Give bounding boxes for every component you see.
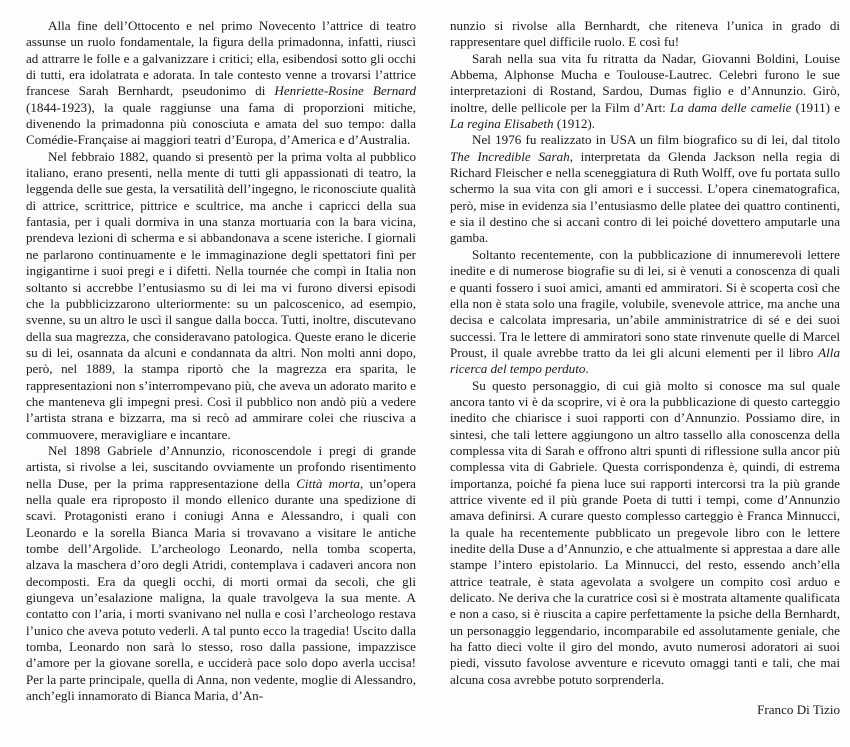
- paragraph: [450, 378, 840, 689]
- text-run: Nel febbraio 1882, quando si presentò per la prima volta al pubblico italiano, erano presenti, nella mente di tutti gli appassionati di teatro, la leggenda delle sue gesta, la versatilità dell’ingegno, le riconosciute qualità di attrice, scrittrice, pittrice e scultrice, ma anche i capricci della sua fantasia, per i quali dormiva in una stanza mortuaria con la bara vicina, prendeva lezioni di scherma e si abbandonava a scene isteriche. I giornali ne parlarono continuamente e le immaginazione degli spettatori finì per ingigantirne i suoi pregi e i difetti. Nella tournée che compì in Italia non soltanto si accrebbe l’entusiasmo su di lei ma vi furono diversi episodi che la pubblicizzarono ulteriormente: su un palcoscenico, ad esempio, svenne, su un altro le uscì il sangue dalla bocca. Tutti, inoltre, discutevano della sua magrezza, che consideravano patologica. Queste erano le dicerie su di lei, osannata da alcuni e condannata da altri. Non molti anni dopo, però, nel 1889, la stampa riportò che la magrezza era sparita, le rappresentazioni non s’interrompevano più, che aveva un adorato marito e che manteneva gli impegni presi. Così il pubblico non andò più a vedere l’artista strana e bizzarra, ma si recò ad ammirare colei che riusciva a commuovere, meravigliare e incantare.: [26, 148, 416, 442]
- text-run: Nel 1898 Gabriele d’Annunzio, riconoscendole i pregi di grande artista, si rivolse a lei, suscitando ovviamente un profondo risentimento nella Duse, per la prima rappresentazione della: [26, 442, 416, 491]
- text-run: Soltanto recentemente, con la pubblicazione di innumerevoli lettere inedite e di numerose biografie su di lei, si è venuti a conoscenza di quali e quanti fossero i suoi amici, amanti ed ammiratori. Si è scoperta così che ella non è stata solo una fragile, volubile, svenevole attrice, ma anche una decisa e calcolata impresaria, un’abile amministratrice di sé e dei suoi successi. Tra le lettere di ammiratori sono state rinvenute quelle di Marcel Proust, il quale avrebbe tratto da lei gli alcuni elementi per il libro: [450, 246, 840, 360]
- text-run: , interpretata da Glenda Jackson nella regia di Richard Fleischer e nella sceneggiatura di Ruth Wolff, ove fu portata sullo schermo la sua vita con gli amori e i successi. L’opera cinematografica, però, mise in evidenza sia l’entusiasmo delle platee dei quattro continenti, e sia il destino che si accanì contro di lei poiché dovettero amputarle una gamba.: [450, 148, 840, 246]
- paragraph: [26, 18, 416, 149]
- text-run: Su questo personaggio, di cui già molto si conosce ma sul quale ancora tanto vi è da scoprire, vi è ora la pubblicazione di questo carteggio inedito che chiarisce i suoi rapporti con d’Annunzio. Possiamo dire, in sintesi, che tali lettere aggiungono un altro tassello alla conoscenza della complessa vita di Sarah e offrono altri spunti di riflessione sulla ancor più complessa vita di Gabriele. Questa corrispondenza è, quindi, di estrema importanza, poiché fa piena luce sui rapporti intercorsi tra la più grande attrice vivente ed il più grande Poeta di tutti i tempi, come d’Annunzio amava definirsi. A curare questo complesso carteggio è Franca Minnucci, la quale ha recentemente pubblicato un pregevole libro con le lettere inedite della Duse a d’Annunzio, e che attualmente si apprestaa a dare alle stampe l’intero epistolario. La Minnucci, del resto, essendo anch’ella attrice teatrale, è stata agevolata a svolgere un compito così arduo e delicato. Ne deriva che la curatrice così si è mostrata altamente qualificata e non a caso, si è riuscita a capire perfettamente la psiche della Bernhardt, un personaggio leggendario, incomparabile ed assolutamente geniale, che ha fatto dieci volte il giro del mondo, avuto numerosi adoratori ai suoi piedi, vissuto favolose avventure e ricevuto omaggi tanti e tali, che mai alcuna cosa avrebbe potuto sorprenderla.: [450, 377, 840, 687]
- italic-title: La regina Elisabeth: [450, 116, 554, 132]
- italic-title: Henriette-Rosine Bernard: [274, 83, 416, 99]
- text-run: , un’opera nella quale era riproposto il mondo ellenico durante una spedizione di scavi. Protagonisti erano i coniugi Anna e Alessandro, i quali con Leonardo e la sorella Bianca Maria si trovavano a visitare le antiche tombe dell’Argolide. L’archeologo Leonardo, nella tomba scoperta, alzava la maschera d’oro degli Atridi, contemplava i cadaveri ancora non decomposti. Era da quegli occhi, di morti ormai da secoli, che gli giungeva un’esalazione maligna, la quale travolgeva la sua mente. A contatto con l’aria, i morti svanivano nel nulla e così l’archeologo restava l’unico che aveva potuto vederli. A tal punto ecco la tragedia! Uscito dalla tomba, Leonardo non sarà lo stesso, roso dalla passione, impazzisce d’amore per la giovane sorella, e ucciderà pace solo dopo averla uccisa! Per la parte principale, quella di Anna, non vedente, moglie di Alessandro, anch’egli innamorato di Bianca Maria, d’An-: [26, 475, 416, 704]
- paragraph: [450, 132, 840, 246]
- left-column: [26, 18, 416, 737]
- paragraph: [26, 443, 416, 705]
- text-run: (1911) e: [791, 99, 840, 115]
- italic-title: La dama delle camelie: [669, 99, 792, 115]
- text-run: (1912).: [553, 116, 596, 132]
- paragraph: [450, 247, 840, 378]
- paragraph: [26, 149, 416, 443]
- text-run: (1844-1923), la quale raggiunse una fama di proporzioni mitiche, divenendo la primadonna più conosciuta e amata del suo tempo: dalla Comédie-Française ai maggiori teatri d’Europa, d’America e d’Australia.: [26, 99, 416, 148]
- text-run: .: [585, 361, 589, 377]
- italic-title: Città morta: [296, 475, 360, 491]
- text-run: nunzio si rivolse alla Bernhardt, che riteneva l’unica in grado di rappresentare quel difficile ruolo. E così fu!: [450, 18, 840, 50]
- text-run: Alla fine dell’Ottocento e nel primo Novecento l’attrice di teatro assunse un ruolo fondamentale, la figura della primadonna, infatti, riuscì ad attrarre le folle e a galvanizzare i critici; ella, esibendosi sotto gli occhi di tutti, era idolatrata e adorata. In tale contesto venne a trovarsi l’attrice francese Sarah Bernhardt, pseudonimo di: [26, 18, 416, 99]
- italic-title: Alla ricerca del tempo perduto: [450, 344, 840, 377]
- right-column: [450, 18, 840, 737]
- author-signature: Franco Di Tizio: [757, 702, 840, 718]
- two-column-layout: [26, 18, 840, 737]
- italic-title: The Incredible Sarah: [450, 148, 570, 164]
- text-run: Nel 1976 fu realizzato in USA un film biografico su di lei, dal titolo: [472, 132, 840, 148]
- paragraph: [450, 18, 840, 51]
- text-run: Sarah nella sua vita fu ritratta da Nadar, Giovanni Boldini, Louise Abbema, Alphonse Mucha e Toulouse-Lautrec. Celebri furono le sue interpretazioni di Rostand, Sardou, Dumas figlio e d’Annunzio. Girò, inoltre, delle pellicole per la Film d’Art:: [450, 50, 840, 115]
- paragraph: [450, 51, 840, 133]
